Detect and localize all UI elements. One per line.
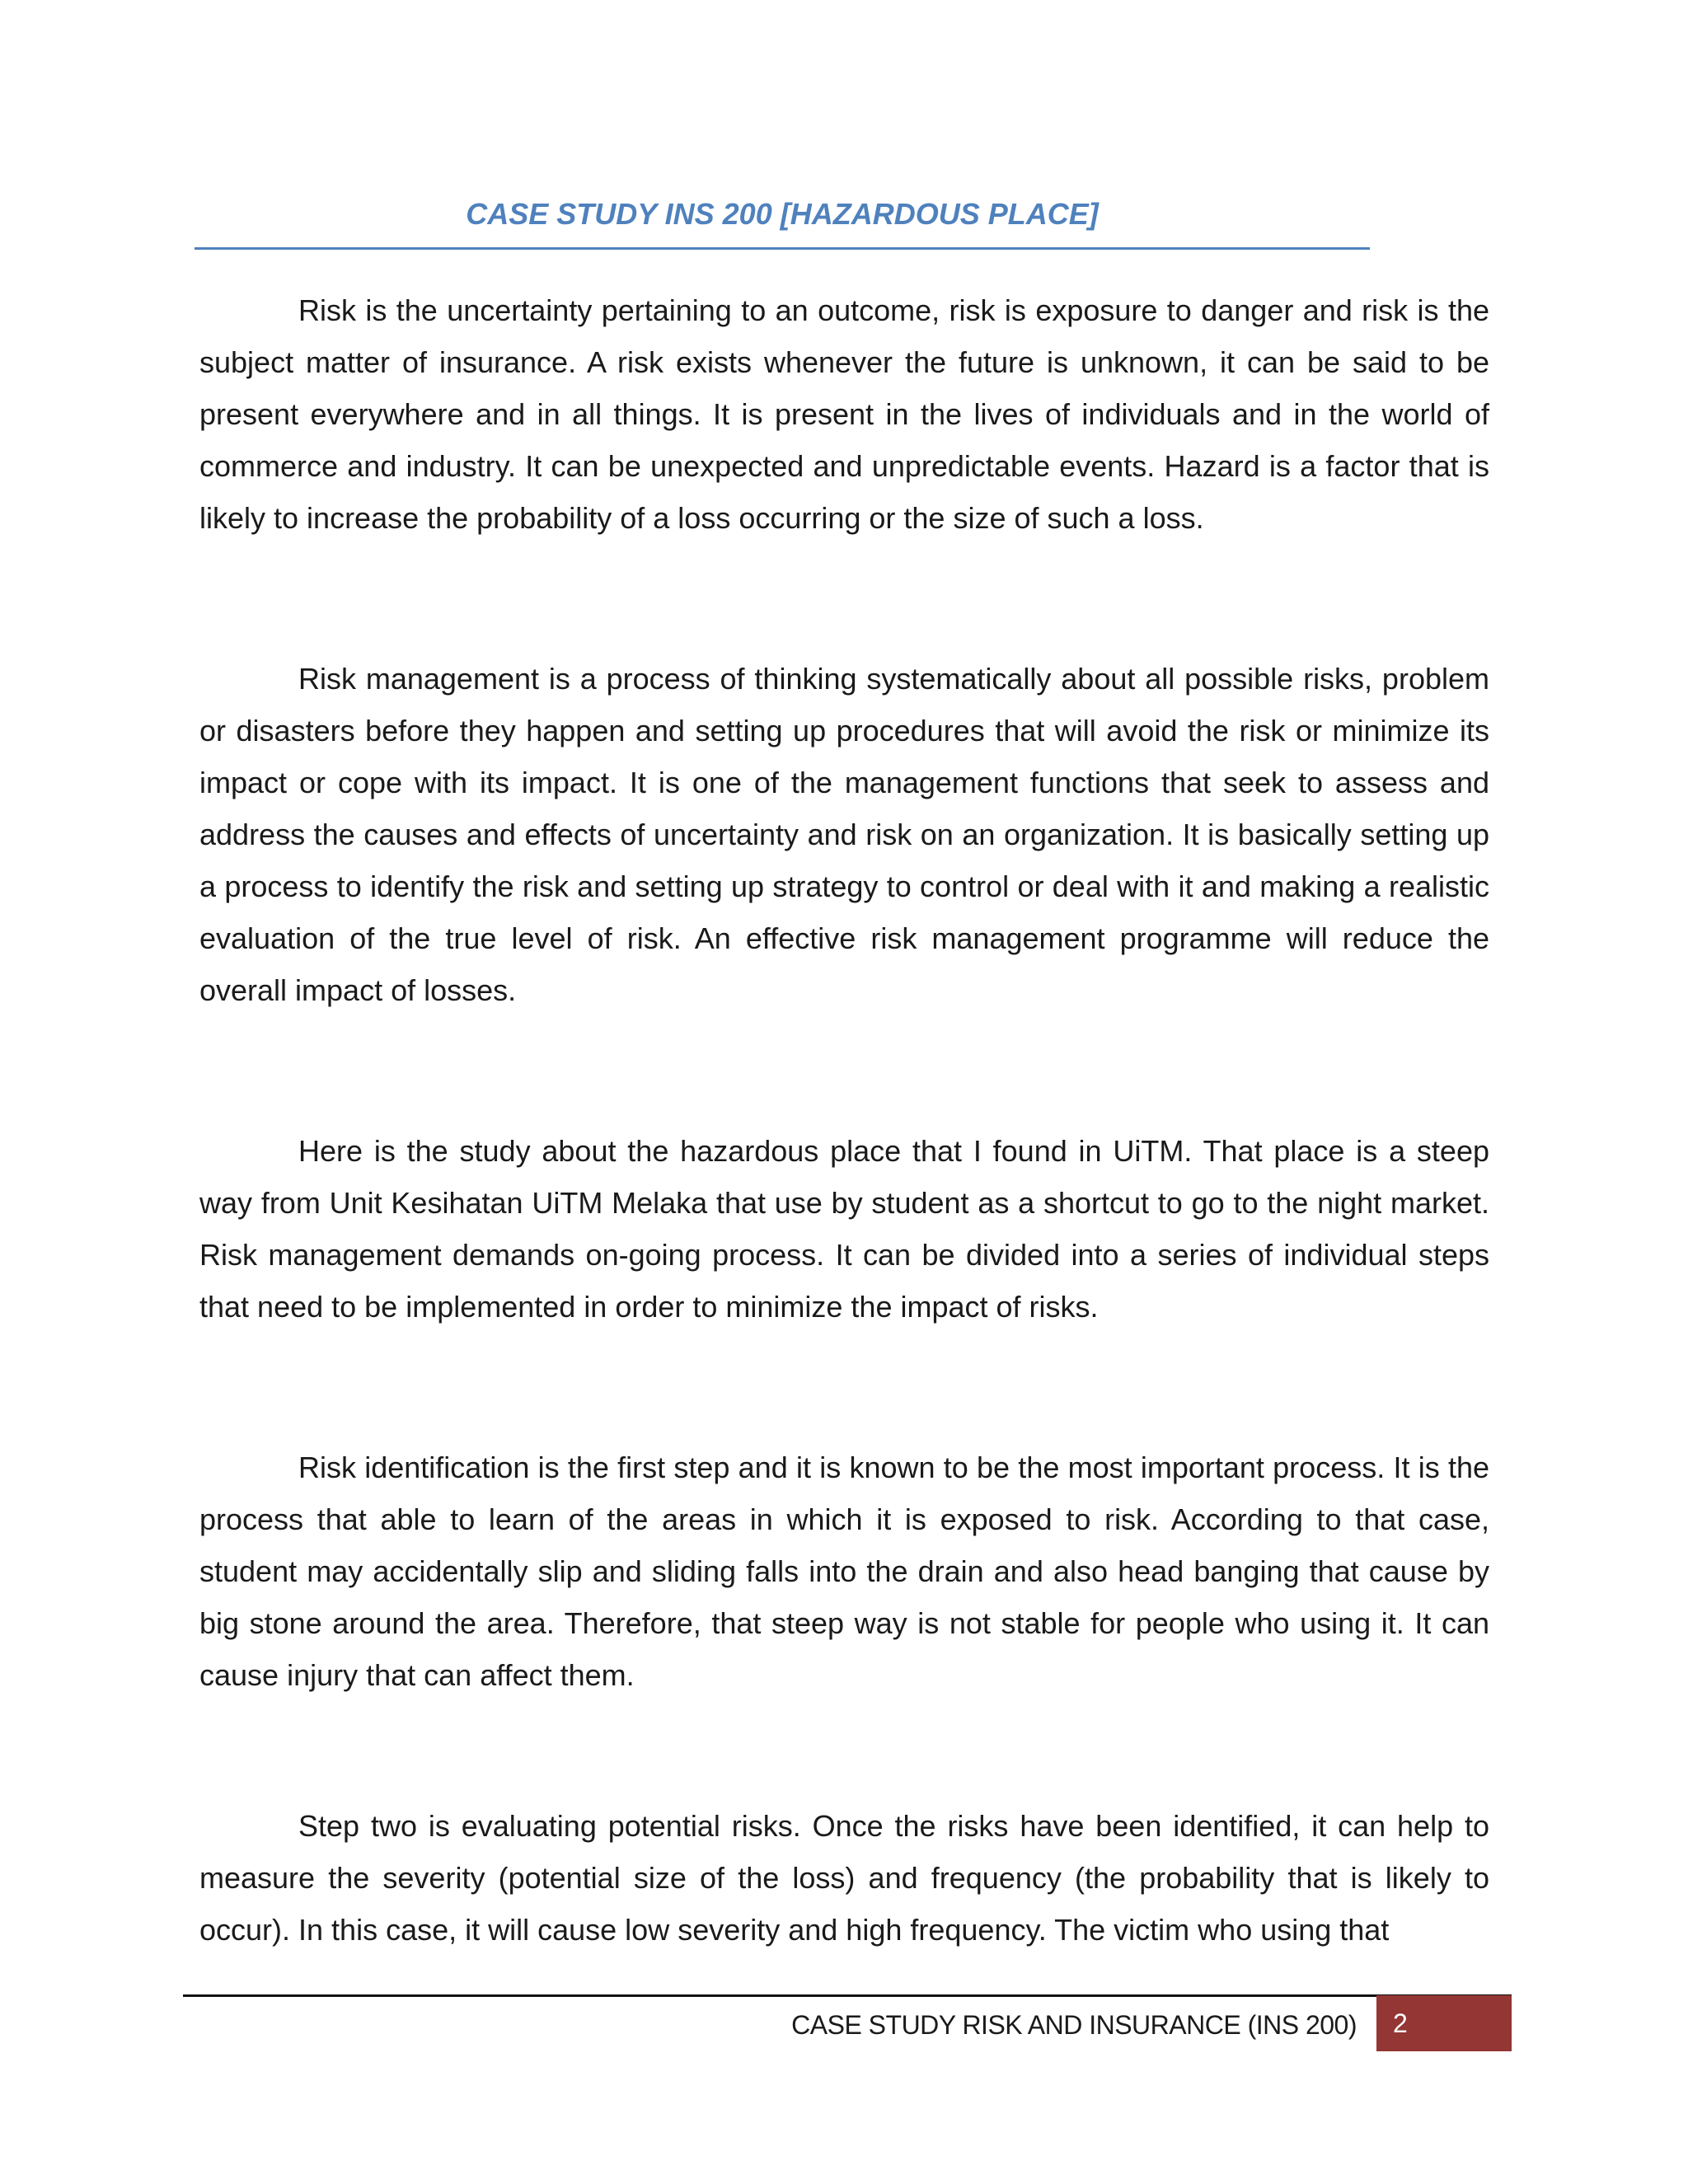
page-number-badge: 2 — [1376, 1995, 1512, 2051]
paragraph-risk-identification: Risk identification is the first step and it is known to be the most important process. It is the process that able to learn of the areas in which it is exposed to risk. According to that case, student may accidentally slip and sliding falls into the drain and also head banging that cause by big stone around the area. Therefore, that steep way is not stable for people who using it. It can cause injury that can affect them. — [199, 1451, 1489, 1692]
paragraph-risk-definition: Risk is the uncertainty pertaining to an outcome, risk is exposure to danger and risk is the subject matter of insurance. A risk exists whenever the future is unknown, it can be said to be present everywhere and in all things. It is present in the lives of individuals and in the world of commerce and industry. It can be unexpected and unpredictable events. Hazard is a factor that is likely to increase the probability of a loss occurring or the size of such a loss. — [199, 293, 1489, 535]
paragraph-hazardous-place: Here is the study about the hazardous place that I found in UiTM. That place is a steep way from Unit Kesihatan UiTM Melaka that use by student as a shortcut to go to the night market. Risk management demands on-going process. It can be divided into a series of individual steps that need to be implemented in order to minimize the impact of risks. — [199, 1134, 1489, 1324]
footer-rule — [183, 1994, 1512, 1997]
footer-title: CASE STUDY RISK AND INSURANCE (INS 200) — [791, 2010, 1357, 2040]
paragraph-risk-management: Risk management is a process of thinking systematically about all possible risks, problem or disasters before they happen and setting up procedures that will avoid the risk or minimize its impact or cope with its impact. It is one of the management functions that seek to assess and address the causes and effects of uncertainty and risk on an organization. It is basically setting up a process to identify the risk and setting up strategy to control or deal with it and making a realistic evaluation of the true level of risk. An effective risk management programme will reduce the overall impact of losses. — [199, 662, 1489, 1007]
paragraph-spacer — [199, 1701, 1489, 1800]
paragraph-spacer — [199, 1016, 1489, 1125]
document-title: CASE STUDY INS 200 [HAZARDOUS PLACE] — [466, 197, 1099, 231]
paragraph-spacer — [199, 544, 1489, 653]
paragraph-spacer — [199, 1333, 1489, 1441]
document-body — [199, 284, 1489, 1956]
title-underline — [195, 247, 1370, 250]
paragraph-evaluating-risks: Step two is evaluating potential risks. Once the risks have been identified, it can help to measure the severity (potential size of the loss) and frequency (the probability that is likely to occur). In this case, it will cause low severity and high frequency. The victim who using that — [199, 1809, 1489, 1947]
